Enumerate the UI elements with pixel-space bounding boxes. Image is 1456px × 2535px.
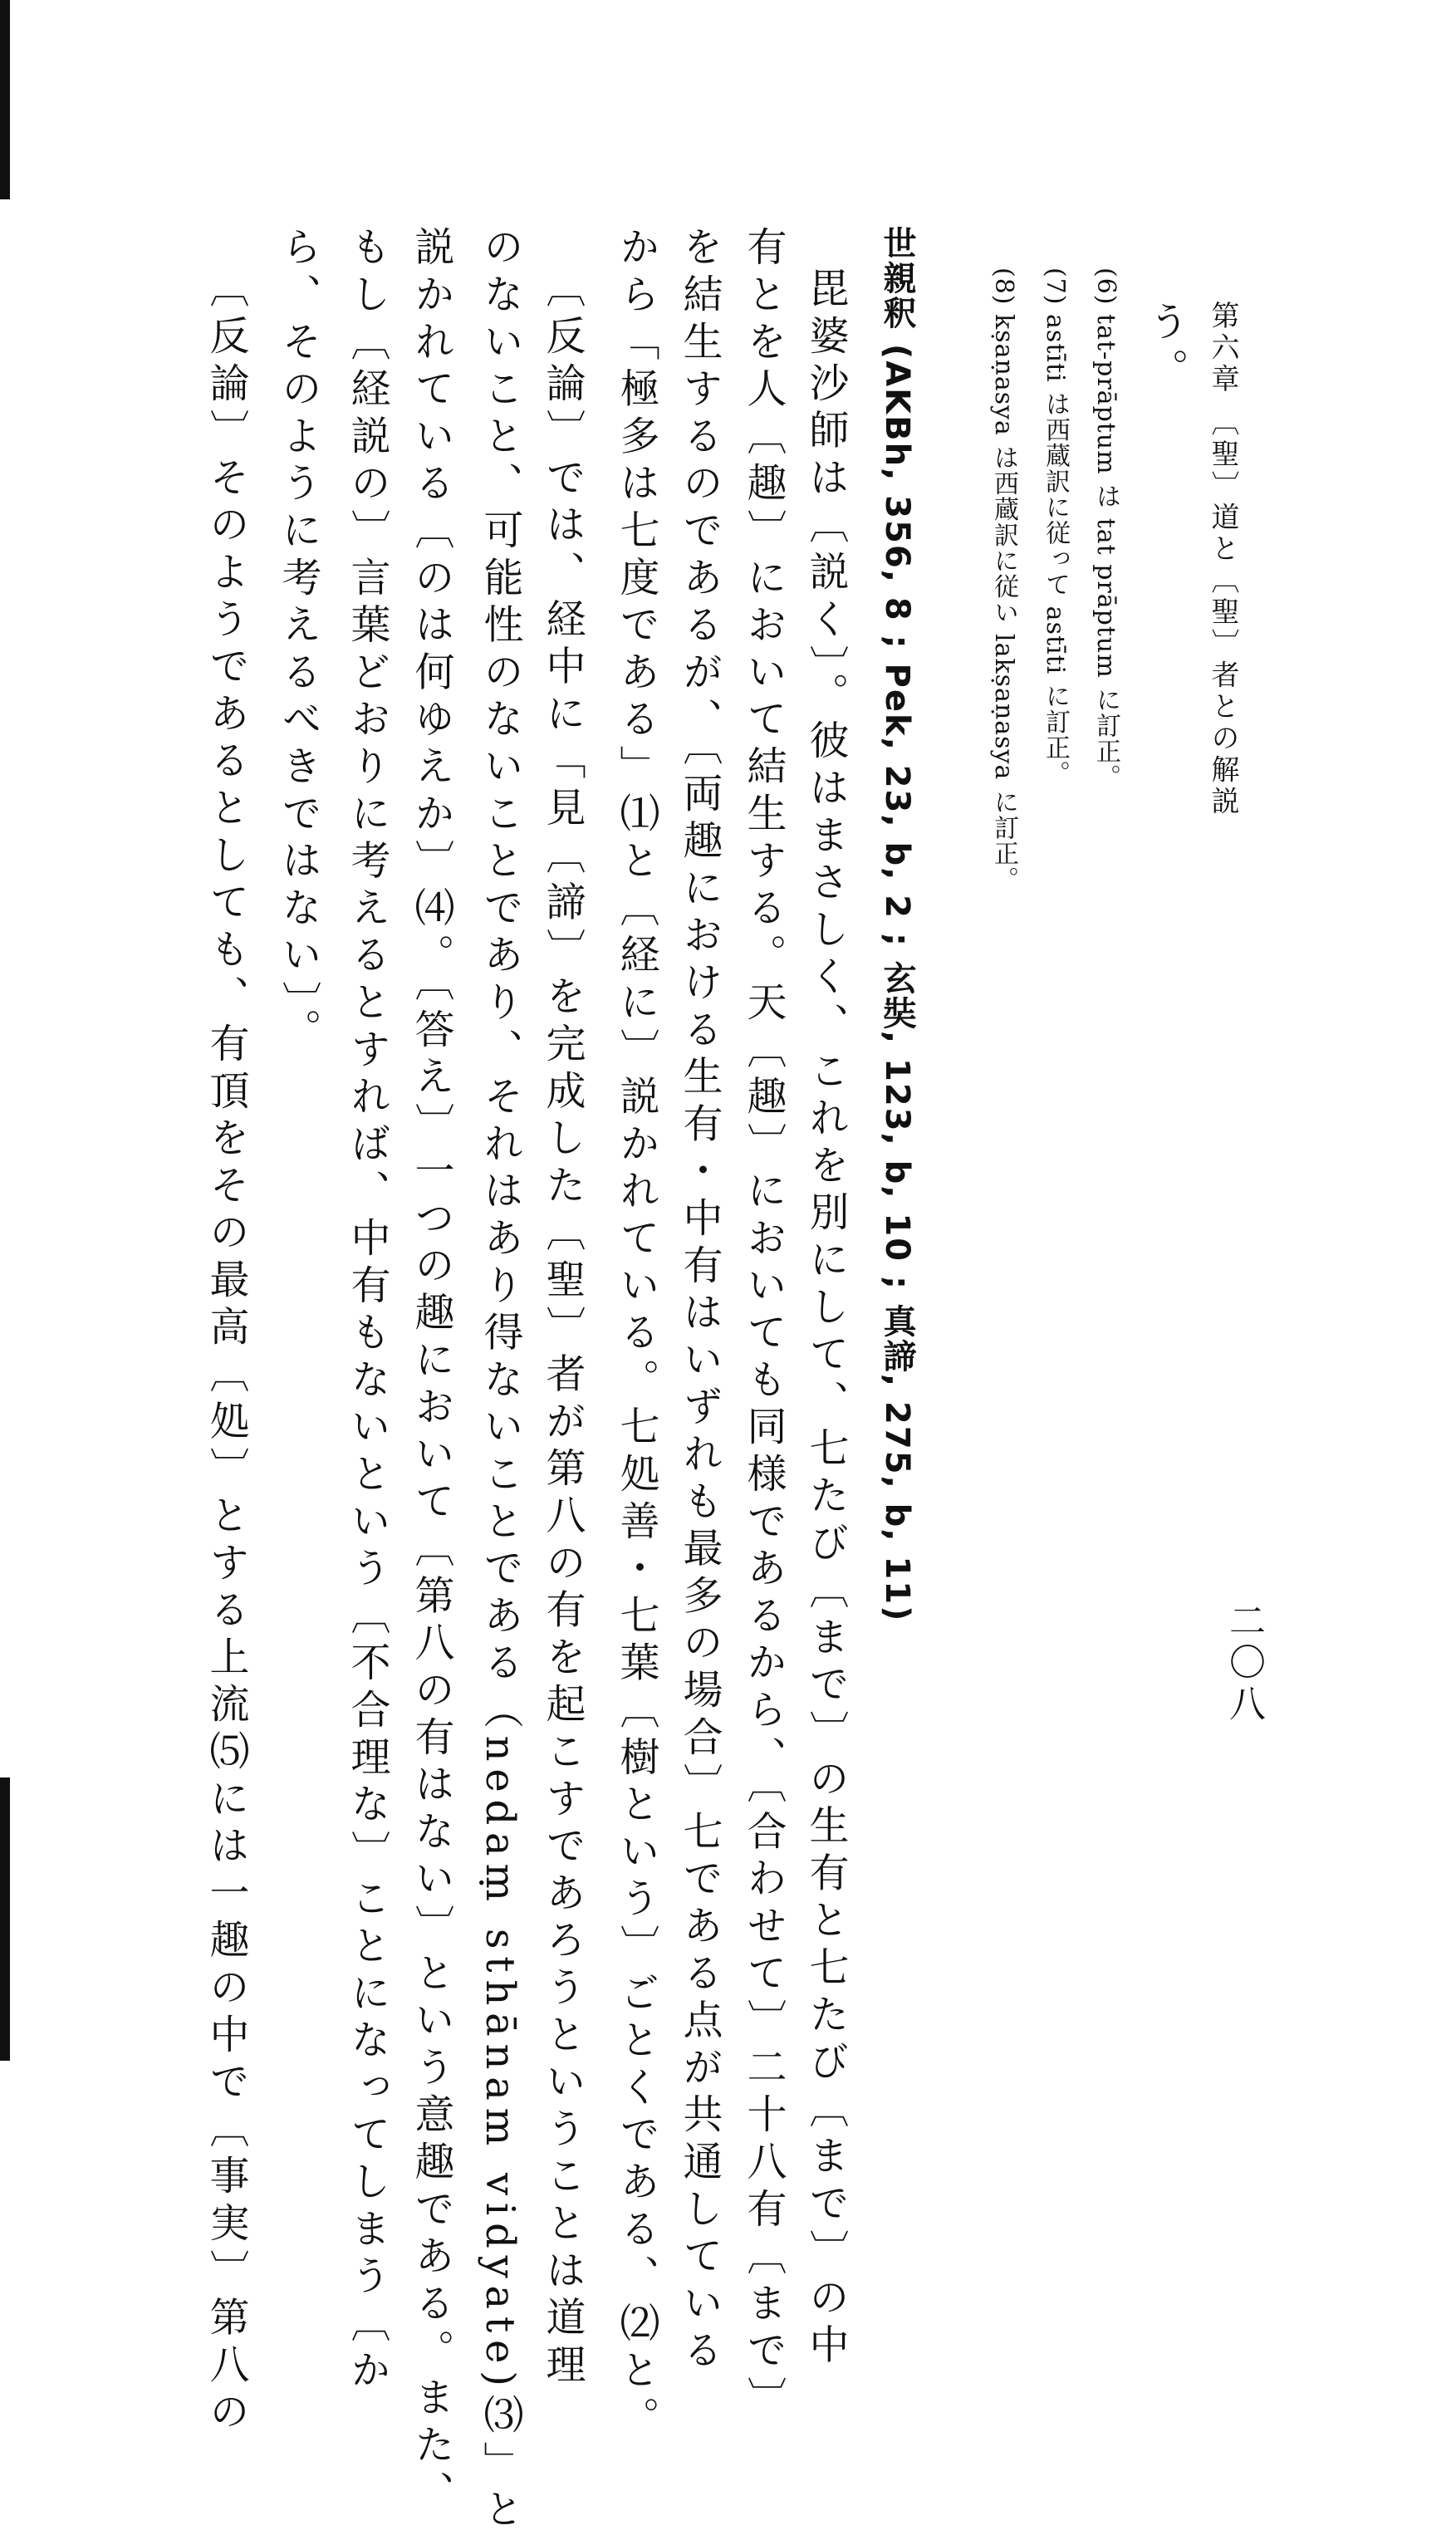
text-line-8: 説かれている〔のは何ゆえか〕⑷。〔答え〕一つの趣において〔第八の有はない〕という意趣である。また、 bbox=[408, 226, 454, 2518]
text-line-7: のないこと、可能性のないことであり、それはあり得ないことである（nedaṃ sthānam vidyate)⑶」と bbox=[477, 226, 523, 2535]
text-line-3: 有とを人〔趣〕において結生する。天〔趣〕においても同様であるから、〔合わせて〕二十八有〔まで〕 bbox=[740, 226, 787, 2424]
text-line-5: から「極多は七度である」⑴と〔経に〕説かれている。七処善・七葉〔樹という〕ごとくである、⑵と。 bbox=[613, 226, 659, 2444]
text-line-9: もし〔経説の〕言葉どおりに考えるとすれば、中有もないという〔不合理な〕ことになってしまう〔か bbox=[344, 226, 390, 2396]
text-line-4: を結生するのであるが、〔両趣における生有・中有はいずれも最多の場合〕七である点が共通している bbox=[676, 226, 723, 2376]
page-number: 二〇八 bbox=[1223, 1601, 1265, 1726]
text-line-10: ら、そのように考えるべきではない〕。 bbox=[275, 226, 321, 1056]
text-line-2: 毘婆沙師は〔説く〕。彼はまさしく、これを別にして、七たび〔まで〕の生有と七たび〔まで〕の中 bbox=[802, 267, 849, 2371]
page-edge-top bbox=[0, 0, 10, 199]
footnote-8: (8) kṣaṇasya は西蔵訳に従い lakṣaṇasya に訂正。 bbox=[989, 267, 1018, 892]
commentary-heading: 世親釈 (AKBh, 356, 8 ; Pek, 23, b, 2 ; 玄奘, 123, b, 10 ; 真諦, 275, b, 11) bbox=[878, 226, 916, 1623]
footnote-7: (7) astīti は西蔵訳に従って astīti に訂正。 bbox=[1041, 267, 1070, 787]
footnote-6: (6) tat-prāptum は tat prāptum に訂正。 bbox=[1091, 267, 1120, 791]
page-edge-bottom bbox=[0, 1777, 10, 2061]
text-line-11: 〔反論〕そのようであるとしても、有頂をその最高〔処〕とする上流⑸には一趣の中で〔事実〕第八の bbox=[203, 267, 249, 2438]
text-line-1: う。 bbox=[1142, 301, 1189, 395]
text-line-6: 〔反論〕では、経中に「見〔諦〕を完成した〔聖〕者が第八の有を起こすであろうということは道理 bbox=[539, 267, 586, 2390]
chapter-header: 第六章 〔聖〕道と〔聖〕者との解説 bbox=[1206, 301, 1239, 818]
